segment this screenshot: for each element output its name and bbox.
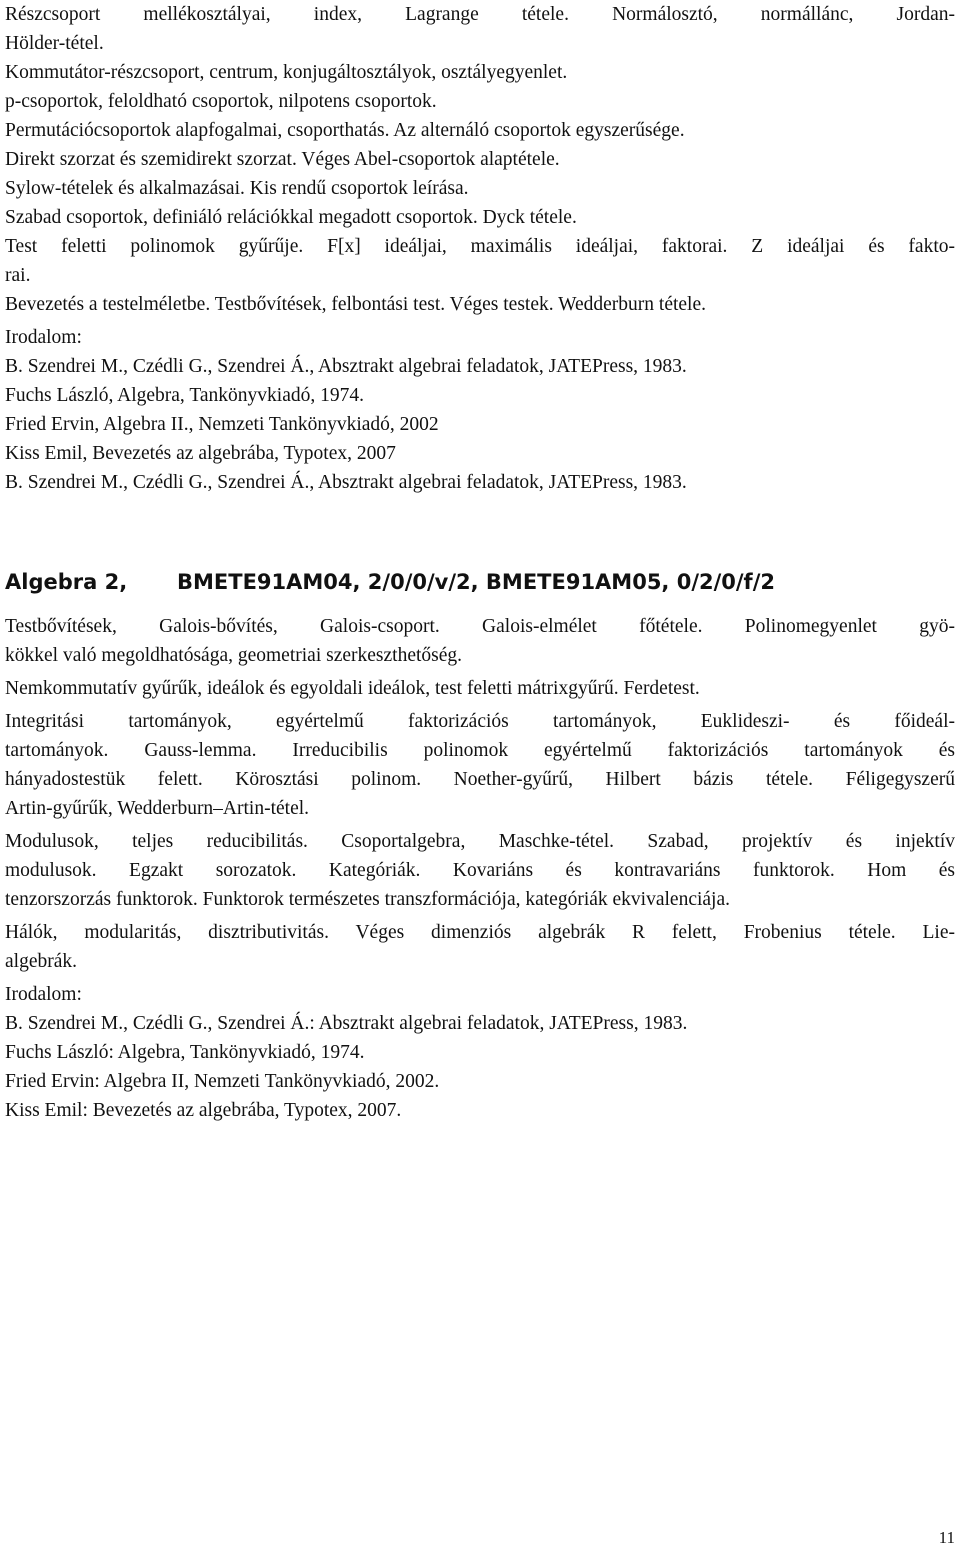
topic-line: Testbővítések, Galois-bővítés, Galois-csoport. Galois-elmélet főtétele. Polinomegyenlet gyö- — [5, 616, 955, 637]
topic-line: Permutációcsoportok alapfogalmai, csoporthatás. Az alternáló csoportok egyszerűsége. — [5, 120, 685, 141]
topic-line: Test feletti polinomok gyűrűje. F[x] ideáljai, maximális ideáljai, faktorai. Z ideáljai és fakto- — [5, 236, 955, 257]
literature-label: Irodalom: — [5, 984, 82, 1005]
topic-line: Bevezetés a testelméletbe. Testbővítések, felbontási test. Véges testek. Wedderburn tétele. — [5, 294, 707, 315]
literature-label: Irodalom: — [5, 327, 82, 348]
topic-line: rai. — [5, 265, 31, 286]
topic-line: Artin-gyűrűk, Wedderburn–Artin-tétel. — [5, 798, 310, 819]
course-title: Algebra 2, — [5, 570, 128, 594]
topic-line: tenzorszorzás funktorok. Funktorok természetes transzformációja, kategóriák ekvivalenciája. — [5, 889, 731, 910]
section-2 — [5, 612, 955, 1125]
topic-line: Szabad csoportok, definiáló relációkkal megadott csoportok. Dyck tétele. — [5, 207, 577, 228]
course-heading — [5, 567, 955, 597]
topic-line: modulusok. Egzakt sorozatok. Kategóriák. Kovariáns és kontravariáns funktorok. Hom és — [5, 860, 955, 881]
topic-line: p-csoportok, feloldható csoportok, nilpotens csoportok. — [5, 91, 437, 112]
literature-item: B. Szendrei M., Czédli G., Szendrei Á.: Absztrakt algebrai feladatok, JATEPress, 1983. — [5, 1013, 688, 1034]
topic-line: Kommutátor-részcsoport, centrum, konjugáltosztályok, osztályegyenlet. — [5, 62, 568, 83]
topic-line: Sylow-tételek és alkalmazásai. Kis rendű csoportok leírása. — [5, 178, 469, 199]
topic-line: kökkel való megoldhatósága, geometriai szerkeszthetőség. — [5, 645, 463, 666]
topic-line: Részcsoport mellékosztályai, index, Lagrange tétele. Normálosztó, normállánc, Jordan- — [5, 4, 955, 25]
topic-line: hányadostestük felett. Körosztási polinom. Noether-gyűrű, Hilbert bázis tétele. Féligegyszerű — [5, 769, 955, 790]
topic-line: Nemkommutatív gyűrűk, ideálok és egyoldali ideálok, test feletti mátrixgyűrű. Ferdetest. — [5, 678, 700, 699]
topic-line: Modulusok, teljes reducibilitás. Csoportalgebra, Maschke-tétel. Szabad, projektív és injektív — [5, 831, 955, 852]
paragraph — [5, 827, 955, 914]
topic-line: algebrák. — [5, 951, 78, 972]
topic-line: Direkt szorzat és szemidirekt szorzat. Véges Abel-csoportok alaptétele. — [5, 149, 560, 170]
course-codes: BMETE91AM04, 2/0/0/v/2, BMETE91AM05, 0/2/0/f/2 — [177, 570, 775, 594]
section-1 — [5, 0, 955, 497]
paragraph — [5, 918, 955, 976]
literature-item: Fried Ervin, Algebra II., Nemzeti Tankönyvkiadó, 2002 — [5, 414, 439, 435]
topic-line: Integritási tartományok, egyértelmű faktorizációs tartományok, Euklideszi- és főideál- — [5, 711, 955, 732]
literature-item: B. Szendrei M., Czédli G., Szendrei Á., Absztrakt algebrai feladatok, JATEPress, 1983. — [5, 472, 687, 493]
topic-line: Hölder-tétel. — [5, 33, 104, 54]
topic-line: tartományok. Gauss-lemma. Irreducibilis polinomok egyértelmű faktorizációs tartományok és — [5, 740, 955, 761]
topic-line: Hálók, modularitás, disztributivitás. Véges dimenziós algebrák R felett, Frobenius tétele. Lie- — [5, 922, 955, 943]
page-number: 11 — [938, 1528, 955, 1547]
literature-item: Fuchs László, Algebra, Tankönyvkiadó, 1974. — [5, 385, 364, 406]
paragraph — [5, 612, 955, 670]
literature-item: Kiss Emil, Bevezetés az algebrába, Typotex, 2007 — [5, 443, 396, 464]
paragraph — [5, 674, 955, 703]
literature-item: Fuchs László: Algebra, Tankönyvkiadó, 1974. — [5, 1042, 365, 1063]
literature-item: Fried Ervin: Algebra II, Nemzeti Tankönyvkiadó, 2002. — [5, 1071, 440, 1092]
paragraph — [5, 707, 955, 823]
literature-item: Kiss Emil: Bevezetés az algebrába, Typotex, 2007. — [5, 1100, 402, 1121]
literature-item: B. Szendrei M., Czédli G., Szendrei Á., Absztrakt algebrai feladatok, JATEPress, 1983. — [5, 356, 687, 377]
